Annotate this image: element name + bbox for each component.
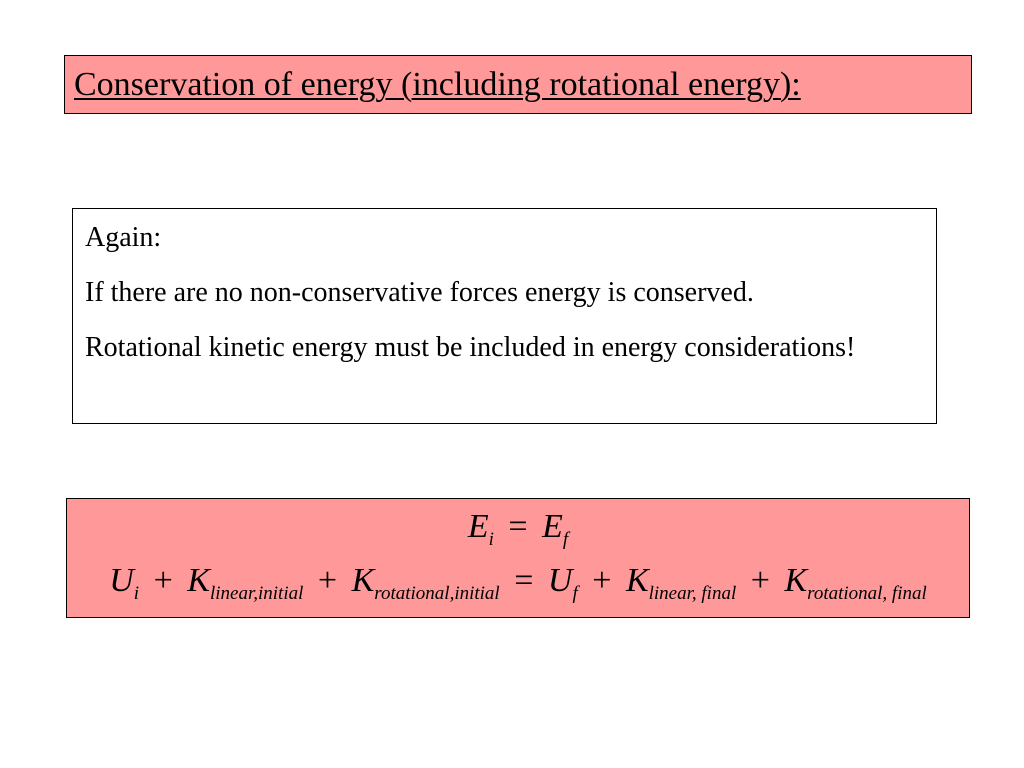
eq1-lhs: E xyxy=(467,508,489,545)
equation-energy-balance xyxy=(67,507,969,550)
equation-box xyxy=(66,498,970,618)
eq2-term-k-linear-initial: K xyxy=(187,562,210,599)
info-line-rotational: Rotational kinetic energy must be included in energy considerations! xyxy=(85,332,856,363)
eq1-equals: = xyxy=(508,508,528,545)
slide-title: Conservation of energy (including rotational energy): xyxy=(74,66,801,103)
eq2-plus-4: + xyxy=(750,562,770,599)
info-line-conserved: If there are no non-conservative forces energy is conserved. xyxy=(85,277,754,308)
eq2-plus-1: + xyxy=(153,562,173,599)
eq1-rhs-sub: f xyxy=(562,529,569,550)
eq2-plus-3: + xyxy=(592,562,612,599)
eq1-rhs: E xyxy=(542,508,563,545)
eq2-term-k-rot-final: K xyxy=(784,562,808,599)
eq2-term-k-rot-final-sub: rotational, final xyxy=(807,583,927,604)
eq2-term-u-initial: U xyxy=(109,562,134,599)
title-box xyxy=(64,55,972,114)
info-line-again: Again: xyxy=(85,222,162,253)
eq2-term-u-final: U xyxy=(547,562,573,599)
eq2-term-u-final-sub: f xyxy=(572,583,578,604)
eq2-term-k-linear-final-sub: linear, final xyxy=(648,583,737,604)
eq2-term-u-initial-sub: i xyxy=(133,583,140,604)
info-box xyxy=(72,208,937,424)
eq2-term-k-rot-initial: K xyxy=(351,562,375,599)
eq1-lhs-sub: i xyxy=(488,529,494,550)
eq2-plus-2: + xyxy=(317,562,338,599)
eq2-term-k-linear-final: K xyxy=(625,562,649,599)
eq2-equals: = xyxy=(514,562,534,599)
equation-expanded xyxy=(67,561,969,604)
eq2-term-k-rot-initial-sub: rotational,initial xyxy=(374,583,500,604)
eq2-term-k-linear-initial-sub: linear,initial xyxy=(209,583,304,604)
